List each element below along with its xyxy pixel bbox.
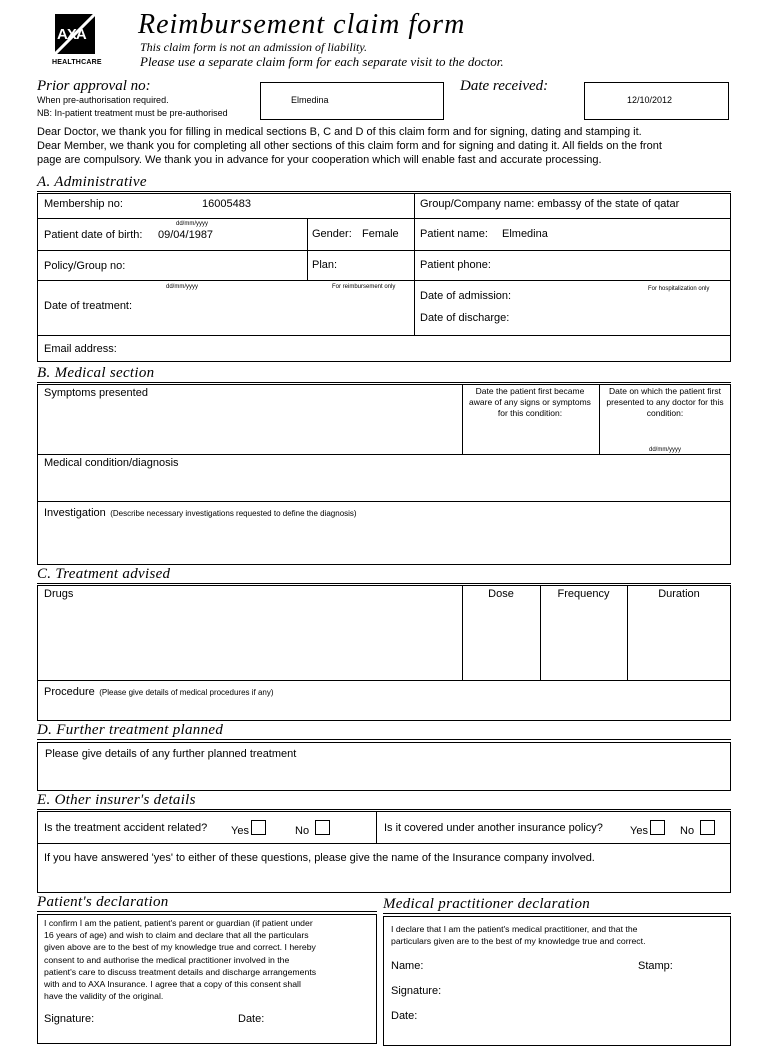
logo-subtext: HEALTHCARE [52,59,102,66]
prior-approval-value: Elmedina [291,95,329,105]
declaration-line: consent to and authorise the medical practitioner involved in the [44,954,290,965]
investigation-label: Investigation [44,507,106,519]
membership-value[interactable]: 16005483 [202,198,251,210]
accident-no-option[interactable] [295,820,330,837]
practitioner-declaration-line-1: I declare that I am the patient's medical practitioner, and that the [391,924,638,934]
dob-label: Patient date of birth: [44,229,143,241]
date-of-discharge-label[interactable]: Date of discharge: [420,312,510,324]
procedure-field[interactable] [44,682,274,700]
declaration-line: given above are to the best of my knowledge true and correct. I hereby [44,942,316,953]
treatment-date-hint: dd/mm/yyyy [166,284,199,290]
accident-no-label: No [295,825,310,837]
patient-name-value[interactable]: Elmedina [502,228,548,240]
date-of-treatment-label[interactable]: Date of treatment: [44,300,133,312]
further-treatment-field[interactable] [37,742,731,791]
aware-date-column[interactable]: Date the patient first became aware of any signs or symptoms for this condition: [469,386,591,418]
section-b-heading: B. Medical section [37,365,155,381]
accident-yes-checkbox[interactable] [251,820,266,835]
gender-label: Gender: [312,228,352,240]
reimbursement-hint: For reimbursement only [332,284,396,290]
form-subtitle-1: This claim form is not an admission of liability. [140,40,368,54]
other-policy-yes-label: Yes [630,825,648,837]
section-d-heading: D. Further treatment planned [37,722,224,738]
patient-declaration-heading: Patient's declaration [37,894,169,910]
prior-approval-label: Prior approval no: [37,78,151,94]
date-received-field[interactable] [584,82,729,120]
practitioner-declaration-heading: Medical practitioner declaration [383,896,591,912]
practitioner-date-field[interactable]: Date: [391,1010,418,1022]
other-policy-yes-option[interactable] [630,820,665,837]
other-policy-yes-checkbox[interactable] [650,820,665,835]
section-a-heading: A. Administrative [37,174,147,190]
logo-text: AXA [57,26,86,43]
section-e-heading: E. Other insurer's details [37,792,196,808]
form-title: Reimbursement claim form [138,9,466,40]
practitioner-declaration-line-2: particulars given are to the best of my knowledge true and correct. [391,936,646,946]
other-policy-question: Is it covered under another insurance policy? [384,822,603,834]
accident-question: Is the treatment accident related? [44,822,208,834]
intro-line-1: Dear Doctor, we thank you for filling in medical sections B, C and D of this claim form and for signing, dating and stamping it. [37,126,642,138]
declaration-line: patient's care to discuss treatment details and discharge arrangements [44,966,317,977]
diagnosis-field[interactable]: Medical condition/diagnosis [44,457,179,469]
declaration-line: have the validity of the original. [44,991,164,1002]
presented-date-column[interactable]: Date on which the patient first presented to any doctor for this condition: [606,386,724,418]
insurer-name-field[interactable]: If you have answered 'yes' to either of these questions, please give the name of the Insurance company involved. [44,852,595,864]
patient-date-field[interactable]: Date: [238,1013,265,1025]
email-address-label[interactable]: Email address: [44,343,117,355]
practitioner-signature-field[interactable]: Signature: [391,985,442,997]
dose-field[interactable]: Dose [488,588,514,600]
dob-value[interactable]: 09/04/1987 [158,229,214,241]
dob-hint: dd/mm/yyyy [176,221,209,227]
accident-yes-label: Yes [231,825,249,837]
intro-line-3: page are compulsory. We thank you in advance for your cooperation which will enable fast and accurate processing. [37,154,602,166]
further-treatment-label: Please give details of any further planned treatment [45,748,297,760]
investigation-field[interactable] [44,503,357,521]
prior-approval-field[interactable] [260,82,444,120]
accident-no-checkbox[interactable] [315,820,330,835]
other-policy-no-checkbox[interactable] [700,820,715,835]
other-policy-no-option[interactable] [680,820,715,837]
practitioner-stamp-field[interactable]: Stamp: [638,960,673,972]
intro-line-2: Dear Member, we thank you for completing all other sections of this claim form and for signing and dating it. All fields on the front [37,140,662,152]
section-c-heading: C. Treatment advised [37,566,171,582]
gender-value[interactable]: Female [362,228,399,240]
plan-label[interactable]: Plan: [312,259,338,271]
membership-label: Membership no: [44,198,123,210]
policy-group-label[interactable]: Policy/Group no: [44,260,126,272]
date-of-admission-label[interactable]: Date of admission: [420,290,512,302]
drugs-field[interactable]: Drugs [44,588,74,600]
procedure-label: Procedure [44,686,95,698]
logo-mark-icon [55,14,95,54]
declaration-line: I confirm I am the patient, patient's parent or guardian (if patient under [44,918,313,928]
accident-yes-option[interactable] [231,820,266,837]
declaration-line: with and to AXA Insurance. I agree that a copy of this consent shall [44,979,301,990]
form-subtitle-2: Please use a separate claim form for each separate visit to the doctor. [140,54,504,69]
duration-field[interactable]: Duration [658,588,700,600]
symptoms-field[interactable]: Symptoms presented [44,387,148,399]
other-policy-no-label: No [680,825,695,837]
procedure-note: (Please give details of medical procedures if any) [99,688,274,697]
prior-approval-note-1: When pre-authorisation required. [37,95,169,105]
investigation-note: (Describe necessary investigations requested to define the diagnosis) [110,509,357,518]
group-company-field[interactable]: Group/Company name: embassy of the state of qatar [420,198,680,210]
patient-signature-field[interactable]: Signature: [44,1013,95,1025]
frequency-field[interactable]: Frequency [557,588,610,600]
patient-declaration-text [44,917,374,1002]
presented-date-hint: dd/mm/yyyy [649,447,682,453]
patient-phone-label[interactable]: Patient phone: [420,259,491,271]
practitioner-name-field[interactable]: Name: [391,960,424,972]
axa-logo [52,14,108,74]
hospitalization-hint: For hospitalization only [648,286,710,292]
date-received-value: 12/10/2012 [627,95,673,105]
date-received-label: Date received: [460,78,549,94]
prior-approval-note-2: NB: In-patient treatment must be pre-authorised [37,108,228,118]
patient-name-label: Patient name: [420,228,488,240]
declaration-line: 16 years of age) and wish to claim and declare that all the particulars [44,930,309,941]
